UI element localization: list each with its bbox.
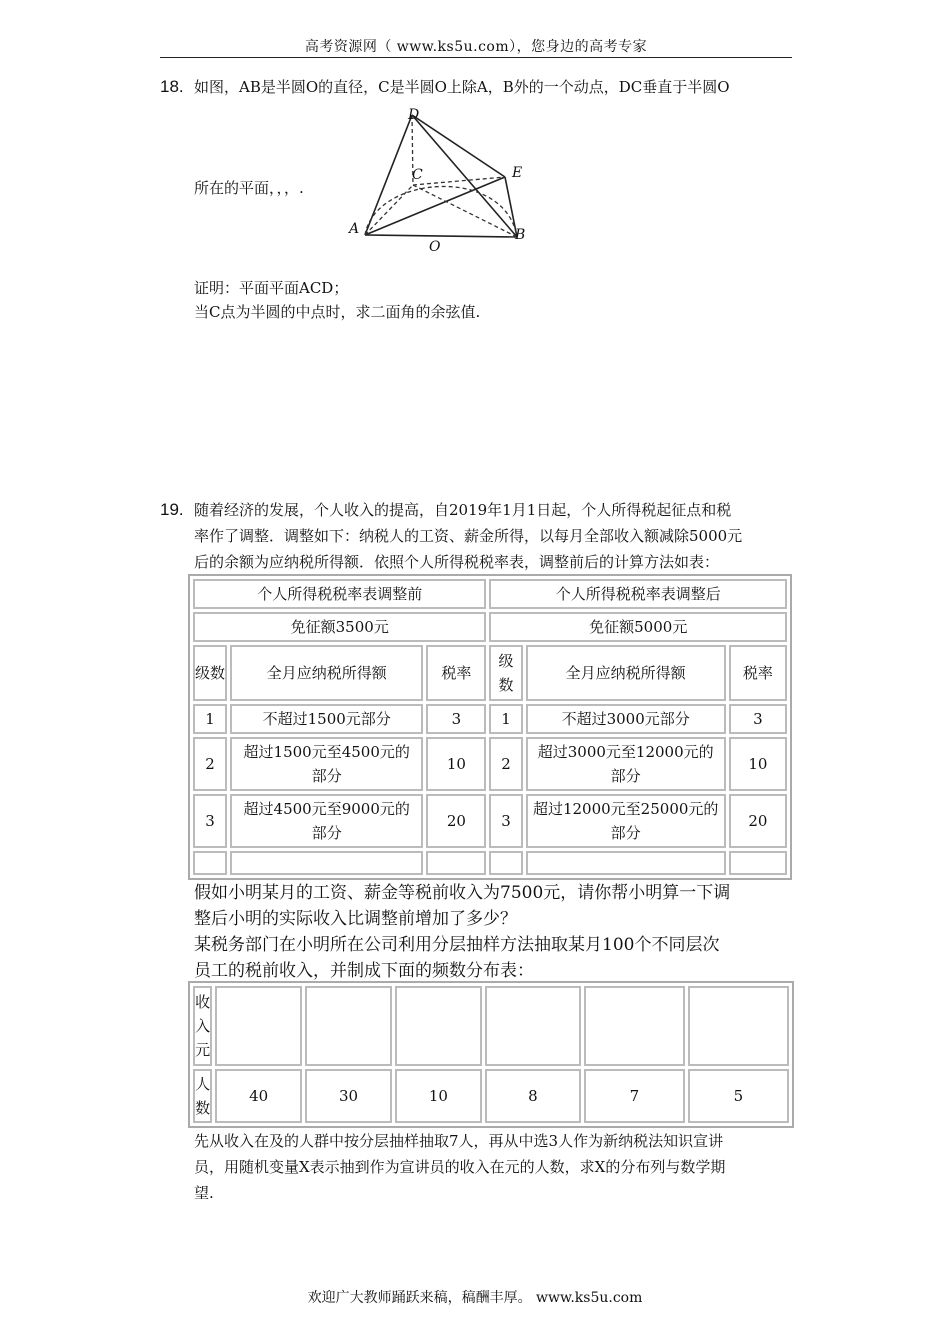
q19-part1-line1: 假如小明某月的工资、薪金等税前收入为7500元，请你帮小明算一下调 [194,883,731,903]
q19-intro-line3: 后的余额为应纳税所得额．依照个人所得税税率表，调整前后的计算方法如表： [194,553,720,571]
income-label: 收 入 元 [193,986,212,1066]
table-row [193,645,787,701]
edge-AB [365,235,517,237]
label-O: O [429,239,441,255]
q19-part1-line2: 整后小明的实际收入比调整前增加了多少？ [194,909,517,929]
after-title: 个人所得税税率表调整后 [489,579,787,609]
label-B: B [515,227,526,243]
table-row [193,579,787,609]
before-title: 个人所得税税率表调整前 [193,579,486,609]
q19-intro-line2: 率作了调整．调整如下：纳税人的工资、薪金所得，以每月全部收入额减除5000元 [194,527,743,545]
rate-cell: 3 [426,704,486,734]
range-cell: 不超过3000元部分 [526,704,726,734]
table-row [193,986,789,1066]
rate-cell: 20 [729,794,787,848]
q18-part1: 证明：平面平面ACD； [194,279,349,297]
empty-cell [489,851,522,875]
table-row [193,1069,789,1123]
edge-AE [365,177,505,235]
rate-cell: 3 [729,704,787,734]
edge-AD [365,115,412,235]
page-header: 高考资源网（ www.ks5u.com），您身边的高考专家 [304,39,648,55]
q18-line1: 如图，AB是半圆O的直径，C是半圆O上除A，B外的一个动点，DC垂直于半圆O [194,78,730,96]
empty-cell [526,851,726,875]
range-cell: 超过4500元至9000元的 部分 [230,794,423,848]
income-cell [215,986,302,1066]
income-cell [395,986,482,1066]
empty-cell [729,851,787,875]
page-footer: 欢迎广大教师踊跃来稿，稿酬丰厚。 www.ks5u.com [307,1290,643,1306]
rate-cell: 10 [426,737,486,791]
q19-part3-line1: 先从收入在及的人群中按分层抽样抽取7人，再从中选3人作为新纳税法知识宣讲 [194,1132,724,1150]
count-cell: 7 [584,1069,685,1123]
empty-cell [426,851,486,875]
q19-number: 19. [160,500,184,519]
range-cell: 不超过1500元部分 [230,704,423,734]
q19-part3-line3: 望. [194,1184,214,1202]
col-level-after: 级 数 [489,645,522,701]
count-cell: 30 [305,1069,392,1123]
income-cell [584,986,685,1066]
col-rate-after: 税率 [729,645,787,701]
q18-part2: 当C点为半圆的中点时，求二面角的余弦值. [194,303,481,321]
level-cell: 2 [193,737,227,791]
empty-cell [193,851,227,875]
before-exempt: 免征额3500元 [193,612,486,642]
count-cell: 40 [215,1069,302,1123]
label-E: E [512,165,523,181]
q18-figure [345,105,535,255]
col-income-before: 全月应纳税所得额 [230,645,423,701]
level-cell: 1 [489,704,522,734]
rate-cell: 20 [426,794,486,848]
label-C: C [412,167,423,183]
empty-cell [230,851,423,875]
count-cell: 8 [485,1069,581,1123]
edge-CE [413,177,505,185]
table-row [193,794,787,848]
label-D: D [408,107,420,123]
edge-DB [412,115,517,237]
rate-cell: 10 [729,737,787,791]
level-cell: 3 [193,794,227,848]
level-cell: 3 [489,794,522,848]
table-row [193,851,787,875]
q18-line2: 所在的平面，，，. [194,179,304,197]
level-cell: 1 [193,704,227,734]
col-rate-before: 税率 [426,645,486,701]
level-cell: 2 [489,737,522,791]
range-cell: 超过3000元至12000元的 部分 [526,737,726,791]
q19-part2-line2: 员工的税前收入，并制成下面的频数分布表： [194,961,534,981]
tax-rate-table [188,574,792,880]
income-cell [485,986,581,1066]
count-cell: 10 [395,1069,482,1123]
income-cell [305,986,392,1066]
range-cell: 超过12000元至25000元的 部分 [526,794,726,848]
count-label: 人 数 [193,1069,212,1123]
count-cell: 5 [688,1069,789,1123]
header-rule [160,57,792,58]
q19-part3-line2: 员，用随机变量X表示抽到作为宣讲员的收入在元的人数，求X的分布列与数学期 [194,1158,726,1176]
q18-number: 18. [160,77,184,96]
after-exempt: 免征额5000元 [489,612,787,642]
q19-intro-line1: 随着经济的发展，个人收入的提高，自2019年1月1日起，个人所得税起征点和税 [194,501,732,519]
col-level-before: 级数 [193,645,227,701]
q19-part2-line1: 某税务部门在小明所在公司利用分层抽样方法抽取某月100个不同层次 [194,935,720,955]
table-row [193,612,787,642]
edge-AC [365,185,413,235]
frequency-table [188,981,794,1128]
label-A: A [349,221,360,237]
col-income-after: 全月应纳税所得额 [526,645,726,701]
range-cell: 超过1500元至4500元的 部分 [230,737,423,791]
table-row [193,737,787,791]
edge-DE [412,115,505,177]
income-cell [688,986,789,1066]
table-row [193,704,787,734]
